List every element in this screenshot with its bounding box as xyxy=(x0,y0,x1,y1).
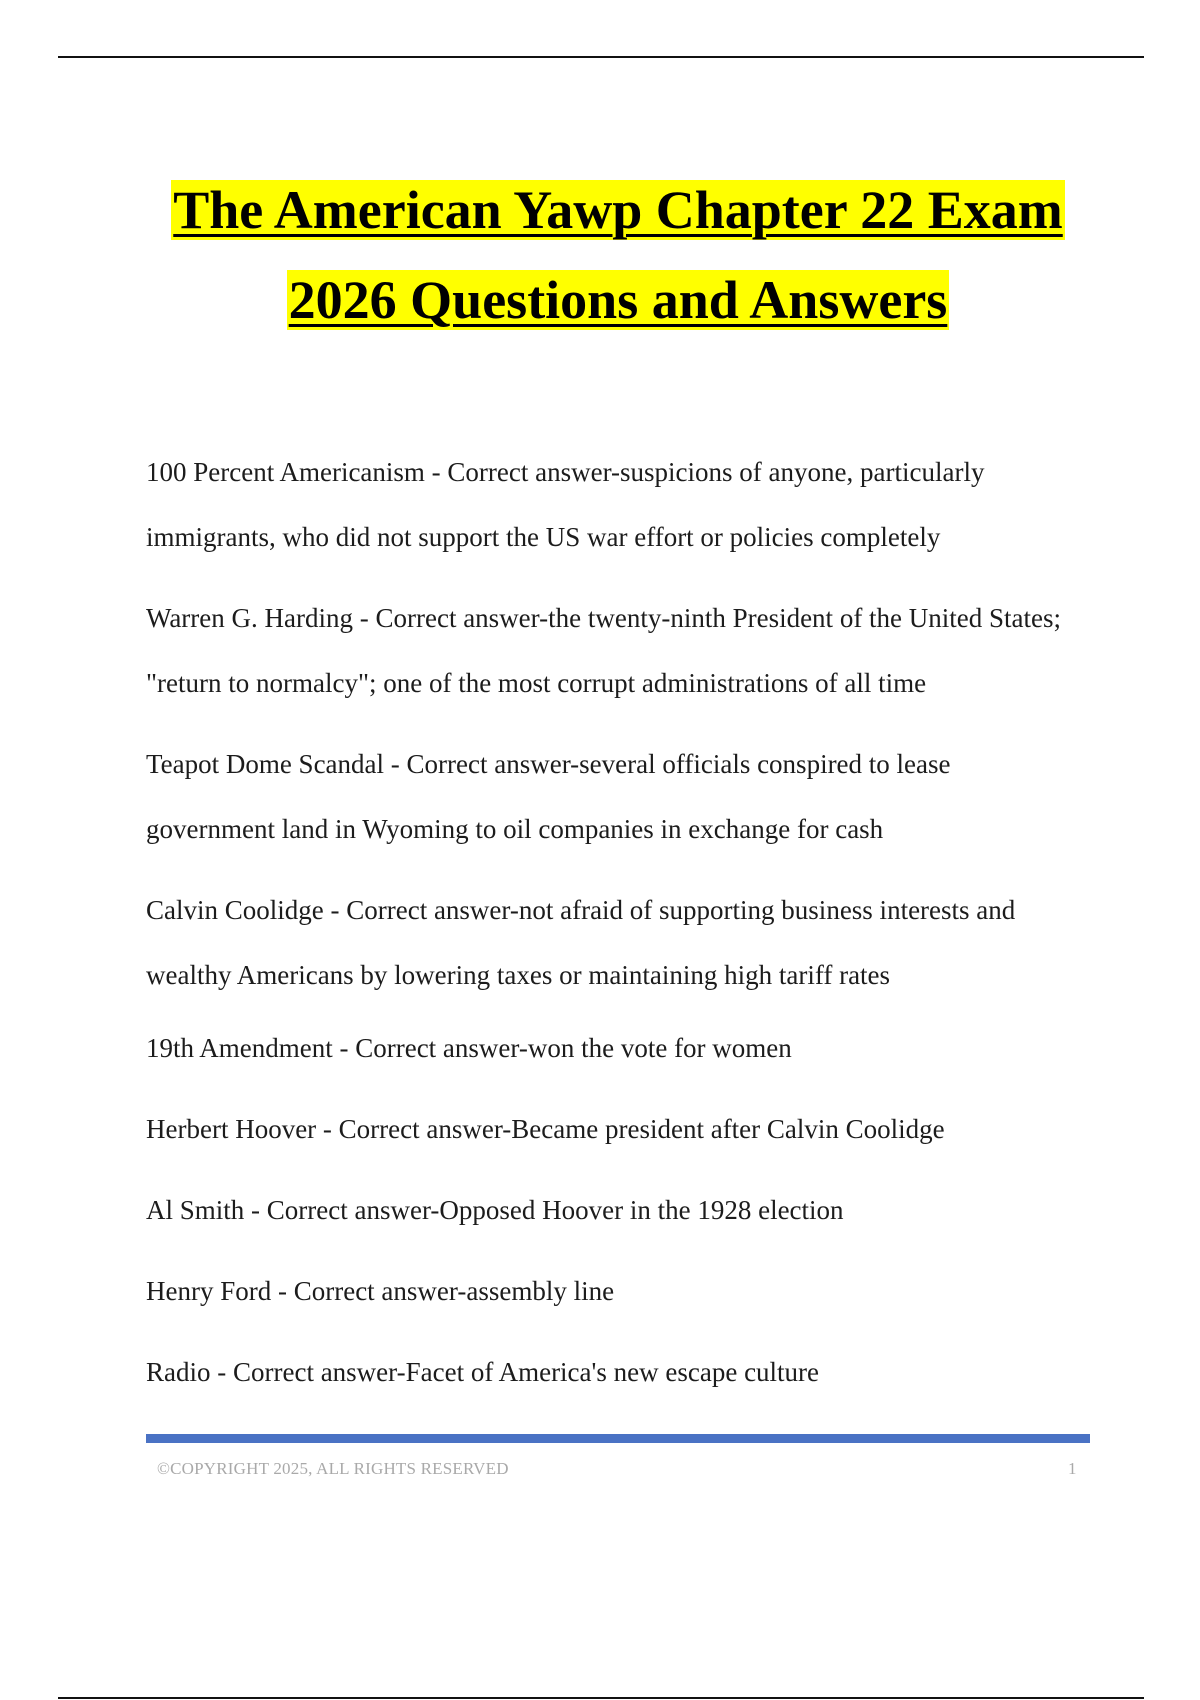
title-line-1: The American Yawp Chapter 22 Exam xyxy=(173,180,1063,240)
qa-item: Calvin Coolidge - Correct answer-not afraid of supporting business interests and wealthy Americans by lowering taxes or maintaining high tariff rates xyxy=(146,895,1016,990)
qa-item: Teapot Dome Scandal - Correct answer-several officials conspired to lease government land in Wyoming to oil companies in exchange for cash xyxy=(146,749,951,844)
footer-copyright: ©COPYRIGHT 2025, ALL RIGHTS RESERVED xyxy=(157,1459,509,1478)
footer-divider-bar xyxy=(146,1434,1090,1443)
qa-item: Henry Ford - Correct answer-assembly line xyxy=(146,1276,615,1306)
qa-list xyxy=(146,440,1086,1429)
top-rule xyxy=(58,56,1144,58)
document-title xyxy=(0,165,1200,345)
page-number: 1 xyxy=(1068,1459,1077,1478)
qa-item: Al Smith - Correct answer-Opposed Hoover in the 1928 election xyxy=(146,1195,844,1225)
bottom-rule xyxy=(58,1697,1144,1699)
qa-item: 100 Percent Americanism - Correct answer-suspicions of anyone, particularly immigrants, who did not support the US war effort or policies completely xyxy=(146,457,985,552)
qa-item: Radio - Correct answer-Facet of America's new escape culture xyxy=(146,1357,820,1387)
qa-item: 19th Amendment - Correct answer-won the vote for women xyxy=(146,1033,792,1063)
qa-item: Herbert Hoover - Correct answer-Became president after Calvin Coolidge xyxy=(146,1114,945,1144)
qa-item: Warren G. Harding - Correct answer-the twenty-ninth President of the United States; "return to normalcy"; one of the most corrupt administrations of all time xyxy=(146,603,1062,698)
title-line-2: 2026 Questions and Answers xyxy=(288,270,948,330)
